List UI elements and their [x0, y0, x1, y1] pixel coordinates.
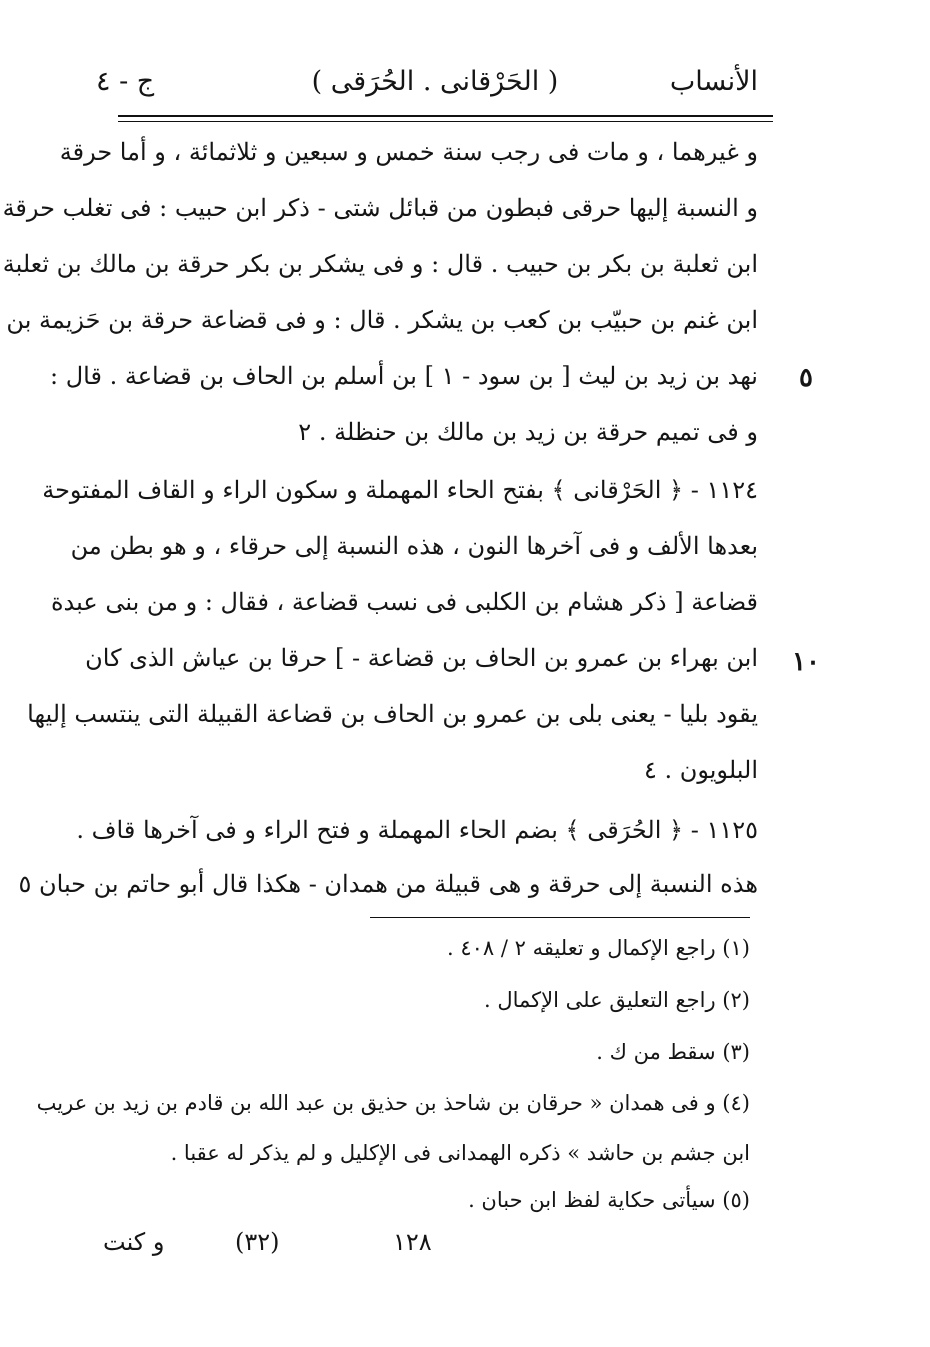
footnote-separator	[370, 917, 750, 918]
line-number-10: ١٠	[792, 647, 820, 677]
footnote-4: (٤) و فى همدان « حرقان بن شاحذ بن حذيق بن عبد الله بن قادم بن زيد بن عريب	[36, 1091, 750, 1115]
entry-1124-heading-line: ١١٢٤ - ﴿ الحَرْقانى ﴾ بفتح الحاء المهملة و سكون الراء و القاف المفتوحة	[42, 476, 758, 504]
text-line: بعدها الألف و فى آخرها النون ، هذه النسبة إلى حرقاء ، و هو بطن من	[70, 532, 758, 560]
footnote-4-continued: ابن جشم بن حاشد » ذكره الهمدانى فى الإكليل و لم يذكر له عقبا .	[170, 1141, 750, 1165]
footnote-3: (٣) سقط من ك .	[596, 1040, 750, 1064]
text-line: هذه النسبة إلى حرقة و هى قبيلة من همدان - هكذا قال أبو حاتم بن حبان ٥	[18, 870, 758, 898]
text-line: و غيرهما ، و مات فى رجب سنة خمس و سبعين و ثلاثمائة ، و أما حرقة	[59, 138, 758, 166]
line-number-5: ٥	[799, 363, 813, 393]
text-line: نهد بن زيد بن ليث [ بن سود - ١ ] بن أسلم بن الحاف بن قضاعة . قال :	[50, 362, 758, 390]
text-line: ابن غنم بن حبيّب بن كعب بن يشكر . قال : و فى قضاعة حرقة بن حَزيمة بن	[6, 306, 758, 334]
signature-number: (٣٢)	[235, 1228, 280, 1256]
footnote-2: (٢) راجع التعليق على الإكمال .	[484, 988, 750, 1012]
header-rule-thin	[118, 121, 773, 122]
catchword: و كنت	[103, 1228, 165, 1256]
text-line: و النسبة إليها حرقى فبطون من قبائل شتى - ذكر ابن حبيب : فى تغلب حرقة	[2, 194, 758, 222]
text-line: يقود بليا - يعنى بلى بن عمرو بن الحاف بن قضاعة القبيلة التى ينتسب إليها	[27, 700, 758, 728]
header-section-title: الأنساب	[669, 66, 758, 97]
text-line: ابن ثعلبة بن بكر بن حبيب . قال : و فى يشكر بن بكر حرقة بن مالك بن ثعلبة	[2, 250, 758, 278]
header-rule-thick	[118, 115, 773, 117]
text-line: قضاعة [ ذكر هشام بن الكلبى فى نسب قضاعة ، فقال : و من بنى عبدة	[50, 588, 758, 616]
text-line: البلويون . ٤	[643, 756, 758, 784]
text-line: ابن بهراء بن عمرو بن الحاف بن قضاعة - ] حرقا بن عياش الذى كان	[85, 644, 758, 672]
header-running-title: ( الحَرْقانى . الحُرَقى )	[311, 66, 559, 97]
footnote-5: (٥) سيأتى حكاية لفظ ابن حبان .	[468, 1188, 750, 1212]
page-number: ١٢٨	[393, 1228, 432, 1256]
footnote-1: (١) راجع الإكمال و تعليقه ٢ / ٤٠٨ .	[446, 936, 750, 960]
entry-1125-heading-line: ١١٢٥ - ﴿ الحُرَقى ﴾ بضم الحاء المهملة و فتح الراء و فى آخرها قاف .	[76, 816, 758, 844]
text-line: و فى تميم حرقة بن زيد بن مالك بن حنظلة . ٢	[298, 418, 758, 446]
header-volume: ج - ٤	[96, 66, 155, 97]
